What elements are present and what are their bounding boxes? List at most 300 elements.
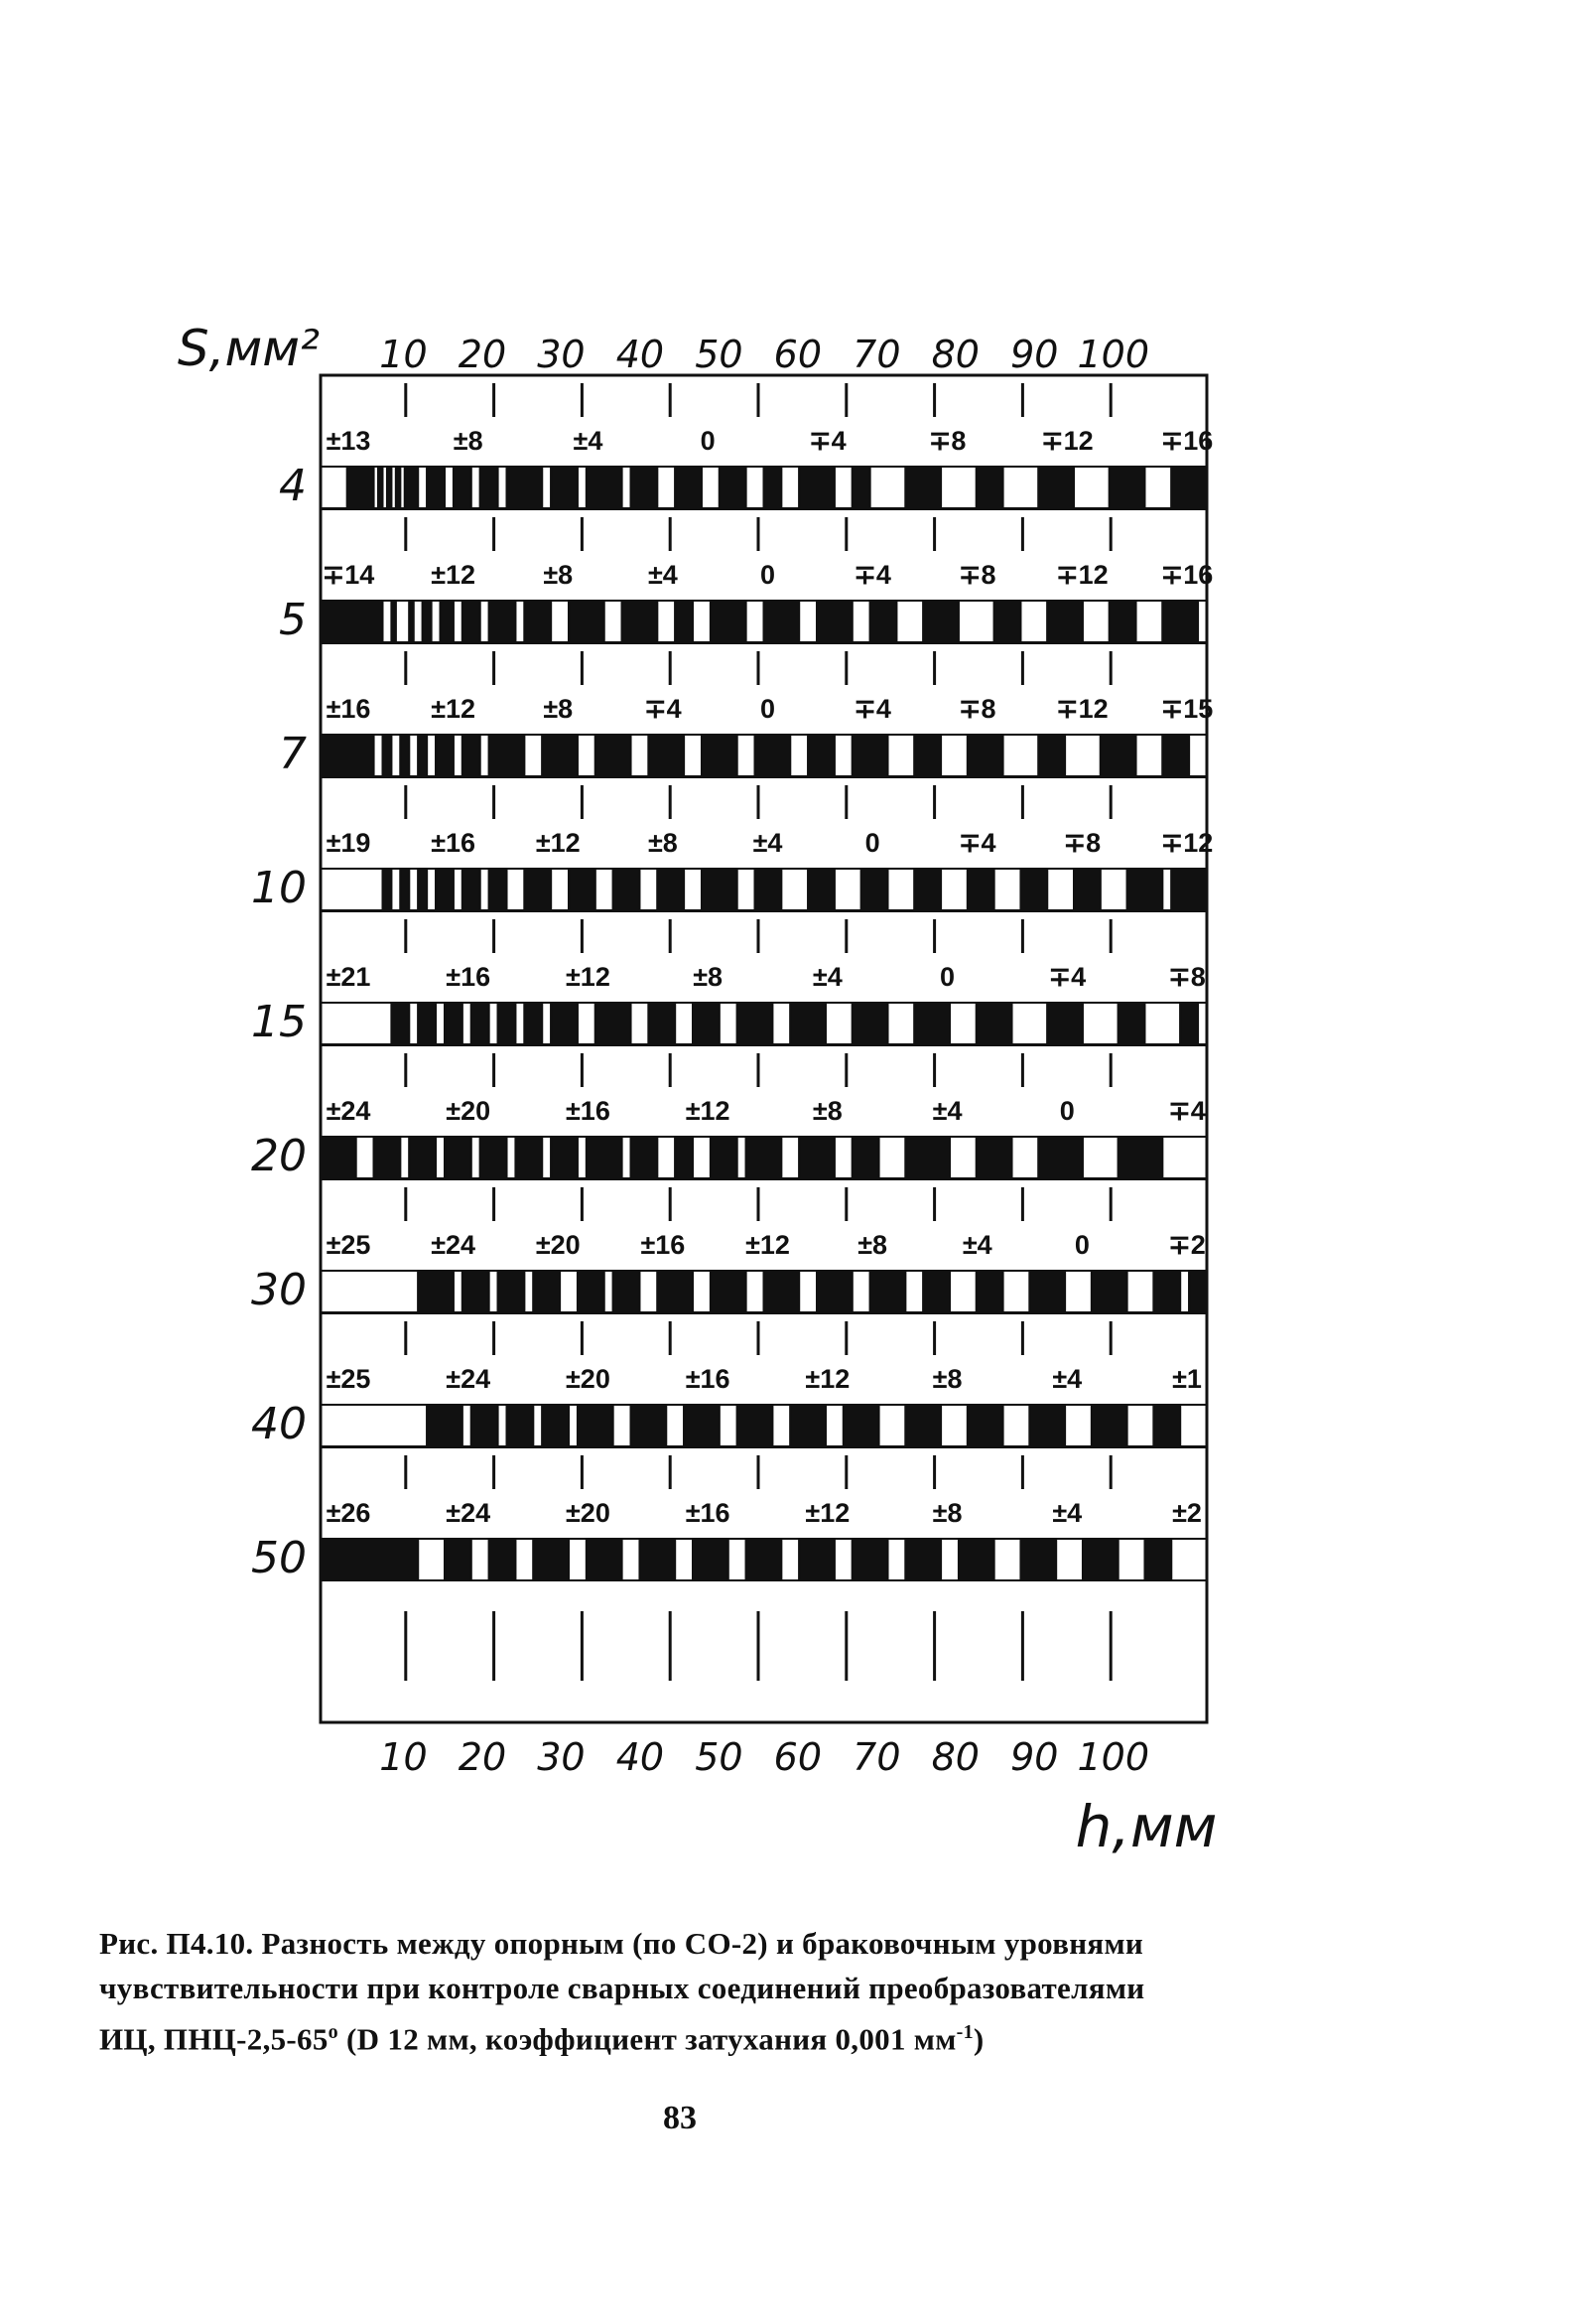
level-difference-label: ∓4	[854, 694, 891, 724]
bar-white-segment	[905, 1271, 923, 1312]
bar-white-segment	[1189, 735, 1207, 776]
level-difference-label: ±16	[565, 1096, 610, 1126]
bar-black-segment	[321, 1137, 356, 1178]
bar-white-segment	[1074, 467, 1110, 508]
bar-black-segment	[968, 735, 1003, 776]
bar-black-segment	[711, 1271, 746, 1312]
level-difference-label: ±12	[431, 560, 476, 590]
bar-black-segment	[445, 1003, 462, 1044]
level-difference-label: ±2	[1172, 1498, 1202, 1528]
bar-white-segment	[684, 869, 702, 910]
bar-black-segment	[977, 1137, 1012, 1178]
level-difference-label: ∓4	[958, 828, 996, 858]
bar-white-segment	[950, 1003, 977, 1044]
bar-black-segment	[648, 735, 684, 776]
diagram-row	[279, 383, 1213, 511]
bar-white-segment	[1144, 1003, 1180, 1044]
bar-black-segment	[445, 1539, 471, 1580]
level-difference-label: ∓16	[1160, 560, 1214, 590]
bar-white-segment	[374, 735, 383, 776]
bar-black-segment	[702, 869, 737, 910]
bar-white-segment	[613, 1405, 631, 1446]
bar-black-segment	[489, 601, 516, 642]
level-difference-label: ∓8	[1168, 962, 1206, 992]
bar-black-segment	[1038, 467, 1074, 508]
bar-white-segment	[489, 1003, 498, 1044]
bar-white-segment	[1144, 467, 1171, 508]
bar-white-segment	[321, 467, 347, 508]
bar-black-segment	[595, 1003, 631, 1044]
bar-black-segment	[498, 1271, 525, 1312]
bar-black-segment	[631, 1137, 658, 1178]
bar-black-segment	[1118, 1137, 1163, 1178]
bar-white-segment	[896, 601, 923, 642]
bar-black-segment	[994, 601, 1021, 642]
bar-white-segment	[879, 1137, 906, 1178]
bar-black-segment	[551, 467, 578, 508]
bar-white-segment	[595, 869, 613, 910]
level-difference-label: ∓4	[1048, 962, 1087, 992]
bar-white-segment	[1020, 601, 1047, 642]
bar-black-segment	[764, 601, 800, 642]
bar-black-segment	[507, 467, 543, 508]
bar-white-segment	[888, 1539, 906, 1580]
bar-white-segment	[1003, 735, 1039, 776]
level-difference-label: ±16	[685, 1498, 730, 1528]
level-difference-label: ±8	[932, 1364, 963, 1394]
bar-white-segment	[693, 1137, 711, 1178]
bar-white-segment	[657, 1137, 675, 1178]
row-s-value: 40	[251, 1399, 307, 1449]
level-difference-label: ∓12	[1160, 828, 1214, 858]
bar-black-segment	[737, 1003, 773, 1044]
x-tick-label-top: 10	[379, 333, 428, 376]
bar-white-segment	[578, 1003, 595, 1044]
bar-white-segment	[772, 1405, 790, 1446]
level-difference-label: ±24	[431, 1230, 476, 1260]
level-difference-label: ±4	[1052, 1498, 1083, 1528]
bar-white-segment	[321, 1405, 427, 1446]
bar-white-segment	[639, 1271, 657, 1312]
bar-white-segment	[631, 1003, 649, 1044]
bar-white-segment	[1083, 601, 1110, 642]
bar-black-segment	[1083, 1539, 1118, 1580]
level-difference-label: ±1	[1172, 1364, 1202, 1394]
bar-white-segment	[737, 735, 755, 776]
bar-white-segment	[462, 1405, 471, 1446]
bar-black-segment	[675, 1137, 693, 1178]
bar-white-segment	[853, 1271, 870, 1312]
bar-white-segment	[1180, 1271, 1189, 1312]
bar-white-segment	[1012, 1003, 1048, 1044]
bar-white-segment	[418, 467, 427, 508]
bar-black-segment	[923, 1271, 950, 1312]
bar-black-segment	[977, 1271, 1003, 1312]
bar-white-segment	[702, 467, 720, 508]
bar-white-segment	[391, 735, 400, 776]
level-difference-label: 0	[700, 426, 716, 456]
bar-black-segment	[1118, 1003, 1145, 1044]
bar-black-segment	[374, 1137, 401, 1178]
row-s-value: 20	[251, 1131, 307, 1181]
bar-black-segment	[1171, 467, 1207, 508]
bar-black-segment	[1074, 869, 1101, 910]
bar-white-segment	[1003, 467, 1039, 508]
bar-white-segment	[1127, 1405, 1154, 1446]
level-difference-label: ±24	[446, 1364, 491, 1394]
bar-white-segment	[480, 601, 489, 642]
level-difference-label: ∓8	[928, 426, 967, 456]
bar-white-segment	[427, 869, 436, 910]
bar-white-segment	[321, 1003, 391, 1044]
bar-black-segment	[1171, 869, 1207, 910]
bar-white-segment	[604, 1271, 613, 1312]
bar-white-segment	[471, 467, 480, 508]
bar-black-segment	[1038, 735, 1065, 776]
bar-black-segment	[622, 601, 658, 642]
bar-white-segment	[684, 735, 702, 776]
bar-white-segment	[994, 1539, 1021, 1580]
bar-black-segment	[1020, 869, 1047, 910]
level-difference-label: ±8	[812, 1096, 843, 1126]
level-difference-label: ±12	[565, 962, 610, 992]
bar-black-segment	[631, 1405, 667, 1446]
bar-white-segment	[498, 1405, 507, 1446]
bar-black-segment	[914, 1003, 950, 1044]
bar-black-segment	[409, 1137, 436, 1178]
x-tick-label-top: 100	[1077, 333, 1150, 376]
bar-white-segment	[772, 1003, 790, 1044]
bar-white-segment	[941, 467, 977, 508]
row-s-value: 5	[279, 595, 307, 645]
bar-black-segment	[569, 869, 595, 910]
bar-black-segment	[542, 735, 578, 776]
bar-white-segment	[622, 1137, 631, 1178]
bar-black-segment	[347, 467, 374, 508]
bar-white-segment	[578, 467, 587, 508]
bar-black-segment	[648, 1003, 675, 1044]
bar-black-segment	[418, 869, 427, 910]
bar-white-segment	[1012, 1137, 1039, 1178]
bar-black-segment	[755, 735, 791, 776]
bar-white-segment	[622, 467, 631, 508]
bar-black-segment	[675, 601, 693, 642]
bar-white-segment	[551, 869, 569, 910]
bar-black-segment	[914, 869, 941, 910]
bar-black-segment	[657, 869, 684, 910]
bar-black-segment	[400, 869, 409, 910]
bar-black-segment	[764, 467, 782, 508]
row-s-value: 30	[251, 1265, 307, 1315]
bar-white-segment	[515, 1003, 524, 1044]
bar-white-segment	[391, 869, 400, 910]
bar-white-segment	[666, 1405, 684, 1446]
diagram-row	[279, 643, 1213, 779]
bar-black-segment	[1092, 1405, 1127, 1446]
bar-white-segment	[737, 869, 755, 910]
bar-black-segment	[693, 1003, 720, 1044]
level-difference-label: ±25	[326, 1364, 371, 1394]
level-difference-label: 0	[1074, 1230, 1090, 1260]
bar-white-segment	[781, 869, 808, 910]
bar-white-segment	[409, 1003, 418, 1044]
bar-white-segment	[657, 601, 675, 642]
level-difference-label: ±20	[565, 1364, 610, 1394]
bar-black-segment	[799, 467, 835, 508]
bar-white-segment	[746, 601, 764, 642]
caption-text-end: )	[973, 2021, 985, 2057]
bar-black-segment	[657, 1271, 693, 1312]
bar-black-segment	[1029, 1405, 1065, 1446]
caption-exponent: -1	[956, 2021, 974, 2043]
bar-black-segment	[639, 1539, 675, 1580]
level-difference-label: ±12	[805, 1364, 851, 1394]
bar-black-segment	[587, 467, 622, 508]
level-difference-label: ±16	[685, 1364, 730, 1394]
row-s-value: 15	[251, 997, 307, 1047]
bar-white-segment	[436, 1137, 445, 1178]
bar-black-segment	[436, 735, 454, 776]
bar-white-segment	[781, 1539, 799, 1580]
x-tick-label-bottom: 70	[853, 1735, 901, 1779]
bar-black-segment	[551, 1003, 578, 1044]
level-difference-label: ±21	[326, 962, 371, 992]
bar-black-segment	[1110, 467, 1145, 508]
bar-white-segment	[507, 869, 525, 910]
bar-white-segment	[471, 1137, 480, 1178]
level-difference-label: ±8	[857, 1230, 888, 1260]
bar-black-segment	[631, 467, 658, 508]
bar-white-segment	[396, 601, 409, 642]
bar-white-segment	[826, 1405, 844, 1446]
level-difference-label: ±12	[805, 1498, 851, 1528]
bar-black-segment	[578, 1405, 613, 1446]
bar-white-segment	[941, 1405, 968, 1446]
x-tick-label-top: 20	[458, 333, 507, 376]
bar-white-segment	[950, 1137, 977, 1178]
level-difference-label: ±4	[932, 1096, 963, 1126]
level-difference-label: ∓4	[644, 694, 682, 724]
level-difference-label: ∓14	[322, 560, 375, 590]
bar-white-segment	[639, 869, 657, 910]
bar-black-segment	[471, 1405, 498, 1446]
bar-black-segment	[1144, 1539, 1171, 1580]
x-axis-label: h,мм	[1075, 1793, 1218, 1860]
bar-white-segment	[445, 467, 454, 508]
bar-white-segment	[507, 1137, 516, 1178]
bar-black-segment	[711, 601, 746, 642]
bar-white-segment	[489, 1271, 498, 1312]
y-axis-label: S,мм²	[177, 320, 320, 377]
level-difference-label: ±8	[647, 828, 678, 858]
bar-white-segment	[321, 1271, 418, 1312]
x-tick-label-top: 60	[773, 333, 823, 376]
bar-white-segment	[551, 601, 569, 642]
bar-white-segment	[1083, 1137, 1118, 1178]
bar-white-segment	[870, 467, 906, 508]
bar-black-segment	[1047, 1003, 1083, 1044]
level-difference-label: ±16	[446, 962, 491, 992]
bar-white-segment	[383, 601, 392, 642]
bar-white-segment	[720, 1405, 737, 1446]
diagram-row	[251, 911, 1207, 1047]
level-difference-label: ±20	[535, 1230, 581, 1260]
bar-white-segment	[781, 1137, 799, 1178]
caption-degree: о	[328, 2021, 338, 2043]
bar-black-segment	[427, 467, 445, 508]
level-difference-label: 0	[864, 828, 880, 858]
bar-black-segment	[968, 869, 994, 910]
row-s-value: 50	[251, 1533, 307, 1583]
bar-white-segment	[400, 1137, 409, 1178]
bar-black-segment	[462, 869, 480, 910]
bar-white-segment	[542, 467, 551, 508]
bar-black-segment	[595, 735, 631, 776]
bar-white-segment	[888, 735, 915, 776]
bar-black-segment	[1038, 1137, 1083, 1178]
level-difference-label: ∓12	[1056, 560, 1109, 590]
bar-black-segment	[462, 735, 480, 776]
bar-black-segment	[790, 1405, 826, 1446]
level-difference-label: ±4	[573, 426, 603, 456]
bar-white-segment	[560, 1271, 578, 1312]
bar-white-segment	[432, 601, 441, 642]
level-difference-label: ∓4	[854, 560, 891, 590]
bar-black-segment	[675, 467, 702, 508]
bar-black-segment	[405, 467, 418, 508]
bar-white-segment	[515, 1539, 533, 1580]
bar-white-segment	[436, 1003, 445, 1044]
x-tick-label-top: 80	[931, 333, 980, 376]
bar-white-segment	[524, 735, 542, 776]
level-difference-label: ±26	[326, 1498, 371, 1528]
level-difference-label: ±4	[962, 1230, 992, 1260]
level-difference-label: 0	[759, 560, 776, 590]
bar-white-segment	[542, 1137, 551, 1178]
level-difference-label: ∓15	[1160, 694, 1214, 724]
bar-black-segment	[423, 601, 432, 642]
bar-black-segment	[923, 601, 959, 642]
bar-white-segment	[569, 1405, 578, 1446]
bar-black-segment	[746, 1539, 782, 1580]
level-difference-label: ∓2	[1168, 1230, 1206, 1260]
bar-white-segment	[675, 1539, 693, 1580]
level-difference-label: ±12	[685, 1096, 730, 1126]
bar-black-segment	[462, 601, 480, 642]
bar-black-segment	[684, 1405, 720, 1446]
bar-black-segment	[808, 869, 835, 910]
bar-black-segment	[383, 735, 392, 776]
bar-white-segment	[454, 735, 462, 776]
diagram-row	[251, 1313, 1207, 1449]
bar-black-segment	[711, 1137, 737, 1178]
bar-black-segment	[693, 1539, 728, 1580]
bar-white-segment	[414, 601, 423, 642]
x-tick-label-top: 90	[1010, 333, 1059, 376]
bar-white-segment	[888, 1003, 915, 1044]
bar-black-segment	[441, 601, 454, 642]
bar-black-segment	[515, 1137, 542, 1178]
level-difference-label: ∓8	[958, 560, 996, 590]
bar-black-segment	[959, 1539, 994, 1580]
bar-black-segment	[498, 1003, 516, 1044]
bar-white-segment	[746, 467, 764, 508]
bar-white-segment	[1101, 869, 1127, 910]
bar-black-segment	[613, 869, 640, 910]
x-tick-label-bottom: 90	[1010, 1735, 1059, 1779]
bar-black-segment	[321, 1539, 418, 1580]
bar-white-segment	[1162, 869, 1171, 910]
bar-black-segment	[817, 601, 853, 642]
bar-white-segment	[631, 735, 649, 776]
bar-white-segment	[728, 1539, 746, 1580]
bar-black-segment	[436, 869, 454, 910]
bar-black-segment	[480, 1137, 507, 1178]
bar-white-segment	[356, 1137, 374, 1178]
bar-black-segment	[471, 1003, 489, 1044]
bar-white-segment	[1127, 1271, 1154, 1312]
bar-black-segment	[861, 869, 888, 910]
diagram-row	[251, 1045, 1207, 1181]
bar-black-segment	[1180, 1003, 1198, 1044]
bar-white-segment	[480, 735, 489, 776]
level-difference-label: ±16	[326, 694, 371, 724]
bar-white-segment	[498, 467, 507, 508]
bar-black-segment	[418, 735, 427, 776]
bar-black-segment	[480, 467, 498, 508]
level-difference-label: ±12	[535, 828, 581, 858]
x-tick-label-bottom: 30	[537, 1735, 586, 1779]
bar-black-segment	[400, 735, 409, 776]
bar-white-segment	[578, 1137, 587, 1178]
bar-black-segment	[808, 735, 835, 776]
bar-black-segment	[870, 601, 897, 642]
bar-white-segment	[542, 1003, 551, 1044]
bar-white-segment	[1065, 735, 1101, 776]
bar-white-segment	[835, 735, 853, 776]
bar-white-segment	[781, 467, 799, 508]
bar-black-segment	[1047, 601, 1083, 642]
bar-black-segment	[905, 1539, 941, 1580]
level-difference-label: ∓12	[1040, 426, 1094, 456]
bar-white-segment	[1056, 1539, 1083, 1580]
level-difference-label: 0	[940, 962, 956, 992]
level-difference-label: ±8	[453, 426, 483, 456]
bar-white-segment	[1162, 1137, 1207, 1178]
bar-white-segment	[888, 869, 915, 910]
bar-black-segment	[551, 1137, 578, 1178]
x-tick-label-top: 40	[615, 333, 665, 376]
bar-black-segment	[905, 467, 941, 508]
level-difference-label: 0	[1059, 1096, 1075, 1126]
level-difference-label: ±8	[932, 1498, 963, 1528]
bar-white-segment	[835, 1539, 853, 1580]
bar-black-segment	[524, 601, 551, 642]
bar-white-segment	[1065, 1271, 1092, 1312]
page-number: 83	[663, 2100, 697, 2136]
x-tick-label-bottom: 60	[773, 1735, 823, 1779]
bar-white-segment	[454, 601, 462, 642]
bar-white-segment	[657, 467, 675, 508]
bar-white-segment	[826, 1003, 853, 1044]
bar-white-segment	[737, 1137, 746, 1178]
bar-black-segment	[542, 1405, 569, 1446]
bar-white-segment	[524, 1271, 533, 1312]
bar-white-segment	[471, 1539, 489, 1580]
bar-white-segment	[790, 735, 808, 776]
bar-white-segment	[853, 601, 870, 642]
x-tick-label-bottom: 40	[615, 1735, 665, 1779]
